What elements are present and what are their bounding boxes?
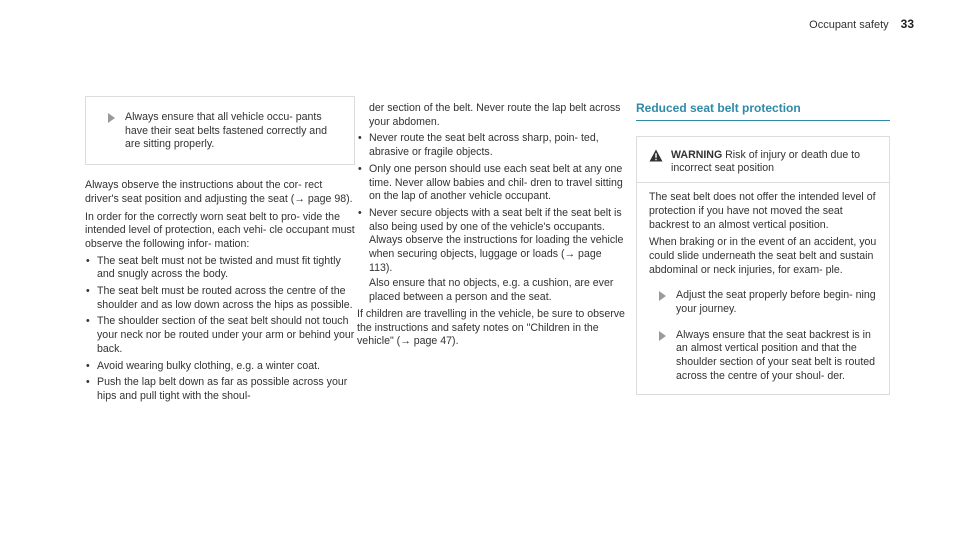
instruction-step [108,111,344,152]
section-heading: Reduced seat belt protection [636,102,890,121]
list-item-note: Also ensure that no objects, e.g. a cushion, are ever placed between a person and the seat. [369,277,614,304]
list-item: • The shoulder section of the seat belt should not touch your neck nor be routed under your arm or behind your back. [85,315,355,356]
list-item: • The seat belt must not be twisted and must fit tightly and snugly across the body. [85,255,355,282]
column-left [85,96,355,404]
list-item: • Avoid wearing bulky clothing, e.g. a winter coat. [85,360,355,374]
instruction-box [85,96,355,165]
warning-title: Risk of injury or death due to incorrect seat position [671,148,861,175]
list-item: • Push the lap belt down as far as possible across your hips and pull tight with the shoul- [85,376,355,403]
list-item: • Only one person should use each seat belt at any one time. Never allow babies and chil- dren to travel sitting on the lap of another vehicle occupant. [357,163,627,204]
warning-paragraph: When braking or in the event of an accident, you could slide underneath the seat belt and sustain abdominal or neck injuries, for exam- ple. [649,236,877,276]
warning-box [636,136,890,395]
list-item-text: Never secure objects with a seat belt if the seat belt is also being used by one of the vehicle's occupants. Always observe the instructions for loading the vehicle when securing objects, luggage or loads (→ page 113). [369,206,624,274]
column-middle [357,102,627,349]
instruction-text: Always ensure that all vehicle occu- pants have their seat belts fastened correctly and are sitting properly. [125,111,327,151]
warning-triangle-icon [649,149,663,162]
warning-heading [671,149,879,176]
arrow-icon [659,291,666,301]
list-item: • The seat belt must be routed across the centre of the shoulder and as low down across the hips as possible. [85,285,355,312]
bullet-list [85,255,355,404]
instruction-text: Adjust the seat properly before begin- ning your journey. [676,289,876,316]
instruction-text: Always ensure that the seat backrest is in an almost vertical position and that the shoulder section of your seat belt is routed across the centre of your shoul- der. [676,328,876,382]
section-title: Occupant safety [809,19,889,31]
paragraph: In order for the correctly worn seat belt to pro- vide the intended level of protection, each vehi- cle occupant must observe the following infor- mation: [85,210,355,250]
bullet-list [357,132,627,304]
warning-body [637,182,889,393]
column-right [636,102,890,395]
arrow-icon [659,331,666,341]
instruction-step [649,289,877,316]
list-item [357,207,627,305]
page-header [809,18,914,33]
continued-text: der section of the belt. Never route the lap belt across your abdomen. [369,102,621,128]
list-item: • Never route the seat belt across sharp, poin- ted, abrasive or fragile objects. [357,132,627,159]
warning-header [637,137,889,182]
warning-paragraph: The seat belt does not offer the intended level of protection if you have not moved the seat backrest to an almost vertical position. [649,191,876,231]
paragraph: Always observe the instructions about the cor- rect driver's seat position and adjusting the seat (→ page 98). [85,179,353,205]
instruction-step [649,329,877,384]
warning-label: WARNING [671,148,723,161]
arrow-icon [108,113,115,123]
page-number: 33 [900,17,914,31]
paragraph: If children are travelling in the vehicle, be sure to observe the instructions and safety notes on "Children in the vehicle" (→ page 47). [357,307,625,348]
